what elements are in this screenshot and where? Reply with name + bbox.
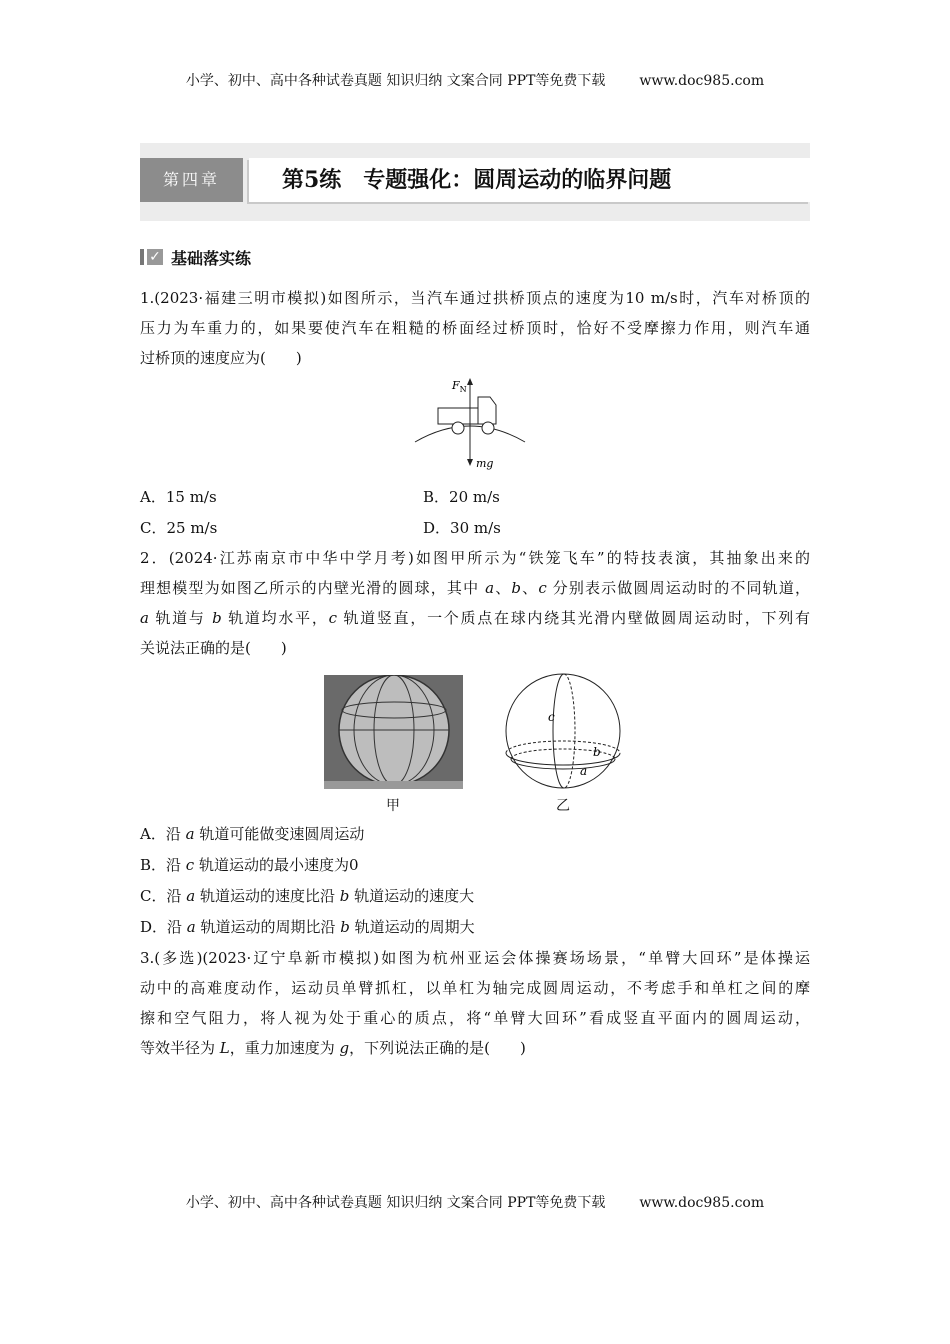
option-d[interactable]: D．30 m/s — [423, 519, 501, 537]
text-segment: ，重力加速度为 — [229, 1039, 340, 1057]
variable: b — [212, 609, 222, 627]
text-segment: 轨道竖直，一个质点在球内绕其光滑内壁做圆周运动时，下列有 — [336, 609, 810, 627]
text-segment: 关说法正确的是( ) — [140, 639, 287, 657]
text-segment: A．沿 — [140, 825, 186, 843]
text-segment: 、 — [521, 579, 539, 597]
text-segment: B．沿 — [140, 856, 186, 874]
variable: c — [328, 609, 337, 627]
text-segment: 轨道可能做变速圆周运动 — [194, 825, 365, 843]
page-title: 第5练 专题强化：圆周运动的临界问题 — [282, 167, 672, 193]
page-header — [0, 70, 950, 90]
text-segment: 过桥顶的速度应为( ) — [140, 349, 302, 367]
text-segment: ，下列说法正确的是( ) — [349, 1039, 526, 1057]
text-line — [140, 1003, 810, 1033]
text-segment: 轨道运动的周期大 — [349, 918, 475, 936]
text-line — [140, 543, 810, 573]
text-segment: 擦和空气阻力，将人视为处于重心的质点，将“单臂大回环”看成竖直平面内的圆周运动， — [140, 1009, 810, 1027]
footer-text: 小学、初中、高中各种试卷真题 知识归纳 文案合同 PPT等免费下载 — [185, 1195, 606, 1211]
text-segment: 轨道均水平， — [221, 609, 329, 627]
sphere-diagram — [503, 673, 625, 791]
text-segment: 轨道与 — [148, 609, 213, 627]
chapter-label: 第四章 — [140, 158, 243, 202]
text-segment: 、 — [494, 579, 512, 597]
option-a[interactable]: A．15 m/s — [140, 488, 217, 506]
label-b: b — [593, 745, 601, 759]
section-title: 基础落实练 — [171, 248, 252, 268]
text-segment: 分别表示做圆周运动时的不同轨道， — [546, 579, 810, 597]
text-line — [140, 1033, 810, 1063]
sphere-outline — [506, 674, 620, 788]
footer-site: www.doc985.com — [639, 1195, 765, 1211]
caption-yi: 乙 — [556, 798, 570, 814]
variable: a — [140, 609, 149, 627]
option-b[interactable]: B．20 m/s — [423, 488, 500, 506]
page-footer — [0, 1192, 950, 1212]
truck-cab — [478, 397, 496, 424]
variable: b — [339, 887, 350, 905]
section-heading — [140, 243, 251, 271]
text-segment: 1.(2023·福建三明市模拟)如图所示，当汽车通过拱桥顶点的速度为10 m/s时，汽车对桥顶的 — [140, 289, 810, 307]
track-c — [553, 674, 564, 788]
text-segment: D．沿 — [140, 918, 187, 936]
text-line — [140, 973, 810, 1003]
variable: b — [340, 918, 350, 936]
text-segment: 轨道运动的速度大 — [349, 887, 475, 905]
text-segment: 压力为车重力的，如果要使汽车在粗糙的桥面经过桥顶时，恰好不受摩擦力作用，则汽车通 — [140, 319, 810, 337]
variable: c — [185, 856, 195, 874]
text-segment: 3.(多选)(2023·辽宁阜新市模拟)如图为杭州亚运会体操赛场场景，“单臂大回环”是体操运 — [140, 949, 810, 967]
text-segment: 轨道运动的最小速度为0 — [194, 856, 359, 874]
text-segment: 轨道运动的速度比沿 — [195, 887, 340, 905]
variable: L — [219, 1039, 230, 1057]
text-line — [140, 283, 810, 313]
header-site: www.doc985.com — [639, 73, 765, 89]
caption-jia: 甲 — [386, 798, 400, 814]
checkbox-icon: ✓ — [147, 249, 163, 265]
wheel — [482, 422, 494, 434]
track-a — [511, 759, 615, 769]
text-line — [140, 603, 810, 633]
variable: a — [485, 579, 495, 597]
text-segment: 2．(2024·江苏南京市中华中学月考)如图甲所示为“铁笼飞车”的特技表演，其抽象出来的 — [140, 549, 810, 567]
text-segment: 理想模型为如图乙所示的内壁光滑的圆球，其中 — [140, 579, 486, 597]
variable: c — [538, 579, 547, 597]
track-b — [506, 753, 620, 765]
option-d[interactable] — [140, 912, 475, 942]
text-line — [140, 943, 810, 973]
variable: b — [511, 579, 522, 597]
option-c[interactable]: C．25 m/s — [140, 519, 218, 537]
option-c[interactable] — [140, 881, 474, 911]
option-a[interactable] — [140, 819, 364, 849]
wheel — [452, 422, 464, 434]
fn-label: $F_N$ — [452, 379, 467, 394]
text-line — [140, 343, 810, 373]
question-1 — [140, 283, 810, 373]
section-bar — [140, 249, 144, 265]
option-b[interactable] — [140, 850, 359, 880]
text-line — [140, 313, 810, 343]
header-text: 小学、初中、高中各种试卷真题 知识归纳 文案合同 PPT等免费下载 — [185, 73, 606, 89]
text-line — [140, 573, 810, 603]
text-segment: C．沿 — [140, 887, 187, 905]
text-segment: 动中的高难度动作，运动员单臂抓杠，以单杠为轴完成圆周运动，不考虑手和单杠之间的摩 — [140, 979, 810, 997]
mg-label: mg — [476, 457, 494, 470]
text-segment: 等效半径为 — [140, 1039, 220, 1057]
bridge-figure — [410, 375, 530, 475]
variable: a — [186, 918, 196, 936]
variable: a — [185, 825, 195, 843]
text-segment: 轨道运动的周期比沿 — [195, 918, 341, 936]
text-line — [140, 633, 810, 663]
cage-photo — [324, 675, 463, 789]
label-a: a — [580, 764, 588, 778]
question-2 — [140, 543, 810, 663]
variable: a — [186, 887, 196, 905]
label-c: c — [548, 710, 555, 724]
variable: g — [339, 1039, 350, 1057]
question-3 — [140, 943, 810, 1063]
